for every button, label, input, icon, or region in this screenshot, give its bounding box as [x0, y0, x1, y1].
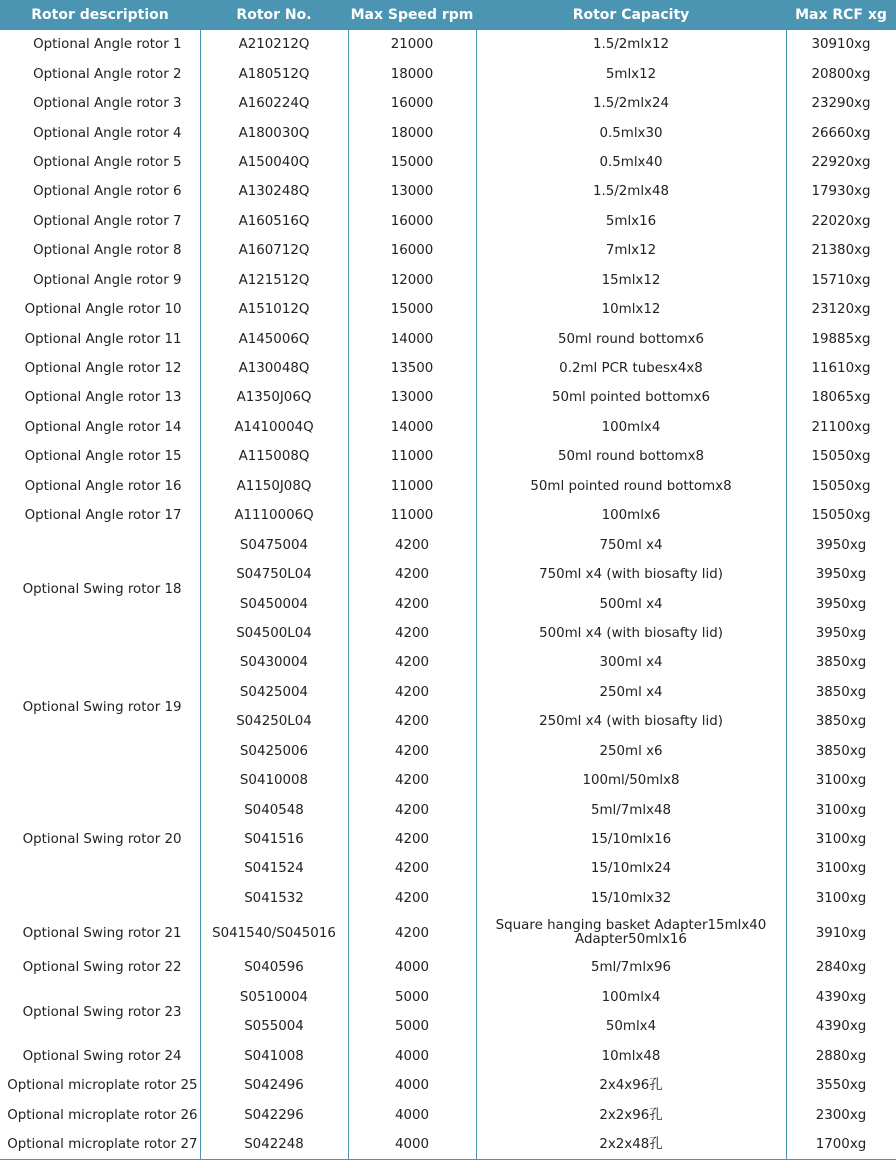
- max-speed-cell: 11000: [348, 442, 476, 471]
- max-speed-cell: 4000: [348, 1130, 476, 1160]
- header-max-speed: Max Speed rpm: [348, 0, 476, 30]
- rotor-number-cell: S0510004: [200, 983, 348, 1012]
- rotor-capacity-cell: 7mlx12: [476, 236, 786, 265]
- rotor-number-cell: S041540/S045016: [200, 913, 348, 953]
- table-row: [0, 1130, 896, 1160]
- rotor-capacity-cell: 5ml/7mlx96: [476, 953, 786, 982]
- rotor-description-cell: Optional Angle rotor 1: [33, 37, 182, 53]
- rotor-capacity-cell: 10mlx12: [476, 295, 786, 324]
- table-row: [0, 383, 896, 412]
- table-row: [0, 913, 896, 953]
- max-speed-cell: 13000: [348, 383, 476, 412]
- rotor-capacity-cell: 100ml/50mlx8: [476, 766, 786, 795]
- rotor-capacity-cell: 50ml round bottomx8: [476, 442, 786, 471]
- max-speed-cell: 16000: [348, 236, 476, 265]
- max-speed-cell: 4200: [348, 678, 476, 707]
- rotor-number-cell: S0425006: [200, 737, 348, 766]
- table-row: [0, 442, 896, 471]
- table-row: [0, 766, 896, 795]
- rotor-number-cell: S0425004: [200, 678, 348, 707]
- rotor-description-cell: Optional Swing rotor 23: [22, 1004, 182, 1020]
- max-rcf-cell: 2300xg: [786, 1100, 896, 1129]
- max-rcf-cell: 3100xg: [786, 766, 896, 795]
- rotor-number-cell: A130248Q: [200, 177, 348, 206]
- rotor-number-cell: A180030Q: [200, 118, 348, 147]
- max-rcf-cell: 23290xg: [786, 89, 896, 118]
- max-speed-cell: 4200: [348, 619, 476, 648]
- table-row: [0, 324, 896, 353]
- rotor-number-cell: S041532: [200, 884, 348, 913]
- table-row: [0, 472, 896, 501]
- max-rcf-cell: 3850xg: [786, 678, 896, 707]
- max-rcf-cell: 30910xg: [786, 30, 896, 59]
- rotor-capacity-cell: 1.5/2mlx24: [476, 89, 786, 118]
- rotor-number-cell: A150040Q: [200, 148, 348, 177]
- table-row: [0, 207, 896, 236]
- rotor-capacity-cell: 50mlx4: [476, 1012, 786, 1041]
- rotor-description-cell: Optional Angle rotor 7: [33, 213, 182, 229]
- max-speed-cell: 18000: [348, 118, 476, 147]
- table-row: [0, 236, 896, 265]
- max-rcf-cell: 3100xg: [786, 854, 896, 883]
- rotor-capacity-cell: 5mlx16: [476, 207, 786, 236]
- table-row: [0, 983, 896, 1012]
- rotor-description-cell: Optional Angle rotor 9: [33, 272, 182, 288]
- max-speed-cell: 15000: [348, 148, 476, 177]
- max-speed-cell: 5000: [348, 1012, 476, 1041]
- table-body: [0, 30, 896, 1160]
- table-row: [0, 59, 896, 88]
- max-speed-cell: 4000: [348, 1100, 476, 1129]
- header-rotor-capacity: Rotor Capacity: [476, 0, 786, 30]
- max-speed-cell: 4200: [348, 854, 476, 883]
- rotor-number-cell: A145006Q: [200, 324, 348, 353]
- rotor-number-cell: A180512Q: [200, 59, 348, 88]
- max-rcf-cell: 18065xg: [786, 383, 896, 412]
- max-speed-cell: 4000: [348, 953, 476, 982]
- table-row: [0, 1100, 896, 1129]
- rotor-capacity-cell: 250ml x4: [476, 678, 786, 707]
- rotor-capacity-cell: 750ml x4: [476, 530, 786, 559]
- rotor-capacity-cell: 50ml pointed round bottomx8: [476, 472, 786, 501]
- max-rcf-cell: 23120xg: [786, 295, 896, 324]
- max-rcf-cell: 3950xg: [786, 589, 896, 618]
- table-row: [0, 1071, 896, 1100]
- rotor-number-cell: S0450004: [200, 589, 348, 618]
- max-speed-cell: 11000: [348, 501, 476, 530]
- max-speed-cell: 21000: [348, 30, 476, 59]
- max-rcf-cell: 15710xg: [786, 266, 896, 295]
- max-speed-cell: 4200: [348, 825, 476, 854]
- table-row: [0, 177, 896, 206]
- rotor-number-cell: A1150J08Q: [200, 472, 348, 501]
- table-row: [0, 118, 896, 147]
- max-rcf-cell: 3950xg: [786, 560, 896, 589]
- max-speed-cell: 4200: [348, 795, 476, 824]
- rotor-number-cell: S04250L04: [200, 707, 348, 736]
- max-speed-cell: 18000: [348, 59, 476, 88]
- rotor-description-cell: Optional Swing rotor 18: [22, 581, 182, 597]
- rotor-number-cell: A1350J06Q: [200, 383, 348, 412]
- max-rcf-cell: 17930xg: [786, 177, 896, 206]
- rotor-number-cell: S041516: [200, 825, 348, 854]
- max-rcf-cell: 15050xg: [786, 472, 896, 501]
- max-rcf-cell: 3100xg: [786, 795, 896, 824]
- max-speed-cell: 14000: [348, 324, 476, 353]
- rotor-description-cell: Optional Swing rotor 24: [22, 1048, 182, 1064]
- max-rcf-cell: 22920xg: [786, 148, 896, 177]
- rotor-capacity-cell: 15/10mlx16: [476, 825, 786, 854]
- max-speed-cell: 4200: [348, 648, 476, 677]
- table-row: [0, 530, 896, 559]
- rotor-description-cell: Optional Angle rotor 5: [33, 154, 182, 170]
- rotor-capacity-cell: 15/10mlx24: [476, 854, 786, 883]
- rotor-capacity-cell: 15mlx12: [476, 266, 786, 295]
- max-speed-cell: 13000: [348, 177, 476, 206]
- rotor-capacity-cell: 2x2x96孔: [476, 1100, 786, 1129]
- max-rcf-cell: 3910xg: [786, 913, 896, 953]
- table-row: [0, 413, 896, 442]
- rotor-number-cell: A160224Q: [200, 89, 348, 118]
- rotor-number-cell: A160516Q: [200, 207, 348, 236]
- max-speed-cell: 4200: [348, 913, 476, 953]
- max-speed-cell: 4200: [348, 766, 476, 795]
- rotor-capacity-cell: 0.2ml PCR tubesx4x8: [476, 354, 786, 383]
- rotor-description-cell: Optional microplate rotor 25: [7, 1078, 198, 1094]
- max-speed-cell: 4200: [348, 530, 476, 559]
- max-speed-cell: 14000: [348, 413, 476, 442]
- rotor-capacity-cell: 100mlx4: [476, 983, 786, 1012]
- rotor-capacity-cell: 1.5/2mlx12: [476, 30, 786, 59]
- table-row: [0, 953, 896, 982]
- rotor-number-cell: S040548: [200, 795, 348, 824]
- header-rotor-description: Rotor description: [0, 0, 200, 30]
- rotor-number-cell: S040596: [200, 953, 348, 982]
- table-row: [0, 1041, 896, 1070]
- rotor-description-cell: Optional Angle rotor 16: [24, 478, 182, 494]
- rotor-number-cell: S04750L04: [200, 560, 348, 589]
- rotor-description-cell: Optional Angle rotor 11: [24, 331, 182, 347]
- max-rcf-cell: 3100xg: [786, 825, 896, 854]
- rotor-capacity-cell: 0.5mlx40: [476, 148, 786, 177]
- rotor-number-cell: S042248: [200, 1130, 348, 1160]
- max-speed-cell: 16000: [348, 89, 476, 118]
- table-row: [0, 148, 896, 177]
- rotor-number-cell: S0475004: [200, 530, 348, 559]
- rotor-capacity-cell: 1.5/2mlx48: [476, 177, 786, 206]
- max-rcf-cell: 11610xg: [786, 354, 896, 383]
- max-rcf-cell: 2880xg: [786, 1041, 896, 1070]
- rotor-description-cell: Optional Angle rotor 13: [24, 390, 182, 406]
- max-speed-cell: 4200: [348, 589, 476, 618]
- rotor-number-cell: S041524: [200, 854, 348, 883]
- table-row: [0, 354, 896, 383]
- rotor-number-cell: A130048Q: [200, 354, 348, 383]
- rotor-number-cell: S04500L04: [200, 619, 348, 648]
- max-rcf-cell: 3100xg: [786, 884, 896, 913]
- max-speed-cell: 13500: [348, 354, 476, 383]
- rotor-capacity-cell: 300ml x4: [476, 648, 786, 677]
- max-rcf-cell: 3850xg: [786, 648, 896, 677]
- rotor-description-cell: Optional Angle rotor 8: [33, 243, 182, 259]
- rotor-capacity-cell: 50ml round bottomx6: [476, 324, 786, 353]
- header-rotor-number: Rotor No.: [200, 0, 348, 30]
- rotor-capacity-cell: 250ml x6: [476, 737, 786, 766]
- max-rcf-cell: 15050xg: [786, 501, 896, 530]
- rotor-description-cell: Optional Angle rotor 12: [24, 361, 182, 377]
- rotor-number-cell: A1110006Q: [200, 501, 348, 530]
- max-speed-cell: 4200: [348, 560, 476, 589]
- rotor-description-cell: Optional Swing rotor 22: [22, 960, 182, 976]
- rotor-capacity-cell: 2x2x48孔: [476, 1130, 786, 1160]
- table-row: [0, 295, 896, 324]
- max-speed-cell: 4000: [348, 1041, 476, 1070]
- rotor-capacity-cell: 15/10mlx32: [476, 884, 786, 913]
- rotor-description-cell: Optional Swing rotor 21: [22, 925, 182, 941]
- table-header: [0, 0, 896, 30]
- rotor-capacity-cell: 50ml pointed bottomx6: [476, 383, 786, 412]
- max-rcf-cell: 26660xg: [786, 118, 896, 147]
- max-rcf-cell: 4390xg: [786, 983, 896, 1012]
- rotor-number-cell: A121512Q: [200, 266, 348, 295]
- rotor-description-cell: Optional Angle rotor 6: [33, 184, 182, 200]
- rotor-description-cell: Optional Angle rotor 4: [33, 125, 182, 141]
- header-row: [0, 0, 896, 30]
- max-rcf-cell: 15050xg: [786, 442, 896, 471]
- rotor-number-cell: S042296: [200, 1100, 348, 1129]
- rotor-capacity-cell: Square hanging basket Adapter15mlx40 Adapter50mlx16: [476, 913, 786, 953]
- rotor-description-cell: Optional Angle rotor 15: [24, 449, 182, 465]
- rotor-description-cell: Optional Angle rotor 10: [24, 302, 182, 318]
- max-rcf-cell: 19885xg: [786, 324, 896, 353]
- max-speed-cell: 4200: [348, 707, 476, 736]
- max-speed-cell: 15000: [348, 295, 476, 324]
- max-rcf-cell: 3950xg: [786, 530, 896, 559]
- table-row: [0, 89, 896, 118]
- rotor-number-cell: A160712Q: [200, 236, 348, 265]
- rotor-capacity-cell: 10mlx48: [476, 1041, 786, 1070]
- rotor-capacity-cell: 2x4x96孔: [476, 1071, 786, 1100]
- rotor-description-cell: Optional microplate rotor 27: [0, 1130, 200, 1160]
- rotor-description-cell: Optional Swing rotor 20: [22, 832, 182, 848]
- table-row: [0, 501, 896, 530]
- max-rcf-cell: 3550xg: [786, 1071, 896, 1100]
- max-rcf-cell: 3850xg: [786, 707, 896, 736]
- max-rcf-cell: 4390xg: [786, 1012, 896, 1041]
- max-rcf-cell: 22020xg: [786, 207, 896, 236]
- table-row: [0, 648, 896, 677]
- rotor-number-cell: S042496: [200, 1071, 348, 1100]
- max-rcf-cell: 21380xg: [786, 236, 896, 265]
- rotor-description-cell: Optional microplate rotor 26: [7, 1107, 198, 1123]
- rotor-number-cell: A210212Q: [200, 30, 348, 59]
- rotor-description-cell: Optional Angle rotor 3: [33, 96, 182, 112]
- rotor-capacity-cell: 5mlx12: [476, 59, 786, 88]
- max-speed-cell: 4200: [348, 884, 476, 913]
- rotor-description-cell: Optional Angle rotor 14: [24, 419, 182, 435]
- rotor-description-cell: Optional Angle rotor 2: [33, 66, 182, 82]
- max-speed-cell: 12000: [348, 266, 476, 295]
- rotor-capacity-cell: 100mlx6: [476, 501, 786, 530]
- table-row: [0, 30, 896, 59]
- max-rcf-cell: 20800xg: [786, 59, 896, 88]
- max-rcf-cell: 3950xg: [786, 619, 896, 648]
- rotor-number-cell: S0410008: [200, 766, 348, 795]
- rotor-capacity-cell: 0.5mlx30: [476, 118, 786, 147]
- max-rcf-cell: 21100xg: [786, 413, 896, 442]
- table-row: [0, 266, 896, 295]
- rotor-number-cell: A151012Q: [200, 295, 348, 324]
- rotor-number-cell: A1410004Q: [200, 413, 348, 442]
- rotor-number-cell: S055004: [200, 1012, 348, 1041]
- rotor-number-cell: S0430004: [200, 648, 348, 677]
- max-rcf-cell: 2840xg: [786, 953, 896, 982]
- max-rcf-cell: 3850xg: [786, 737, 896, 766]
- rotor-capacity-cell: 100mlx4: [476, 413, 786, 442]
- rotor-capacity-cell: 500ml x4 (with biosafty lid): [476, 619, 786, 648]
- rotor-capacity-cell: 5ml/7mlx48: [476, 795, 786, 824]
- rotor-capacity-cell: 750ml x4 (with biosafty lid): [476, 560, 786, 589]
- header-max-rcf: Max RCF xg: [786, 0, 896, 30]
- max-speed-cell: 16000: [348, 207, 476, 236]
- rotor-number-cell: A115008Q: [200, 442, 348, 471]
- rotor-description-cell: Optional Angle rotor 17: [24, 508, 182, 524]
- rotor-description-cell: Optional Swing rotor 19: [22, 699, 182, 715]
- max-speed-cell: 11000: [348, 472, 476, 501]
- max-speed-cell: 5000: [348, 983, 476, 1012]
- max-speed-cell: 4000: [348, 1071, 476, 1100]
- rotor-number-cell: S041008: [200, 1041, 348, 1070]
- max-rcf-cell: 1700xg: [786, 1130, 896, 1160]
- rotor-capacity-cell: 250ml x4 (with biosafty lid): [476, 707, 786, 736]
- rotor-capacity-cell: 500ml x4: [476, 589, 786, 618]
- max-speed-cell: 4200: [348, 737, 476, 766]
